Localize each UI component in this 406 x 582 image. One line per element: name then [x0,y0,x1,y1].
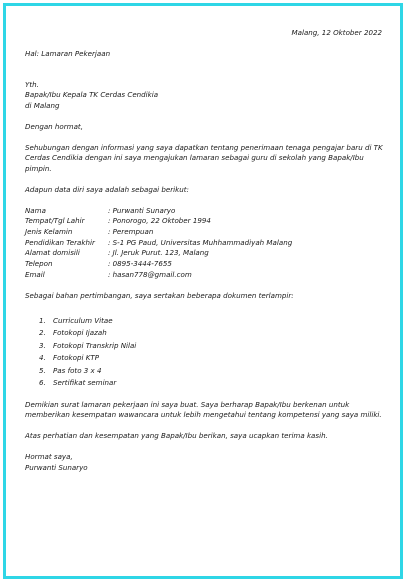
table-row [25,259,292,270]
list-item [25,340,385,352]
list-text: Fotokopi KTP [53,353,99,363]
recipient-location: di Malang [25,100,60,110]
letter-subject: Hal: Lamaran Pekerjaan [25,48,111,58]
intro-paragraph: Sehubungan dengan informasi yang saya dapatkan tentang penerimaan tenaga pengajar baru di TK Cerdas Cendikia dengan ini saya mengajukan lamaran sebagai guru di sekolah yang Bapak/Ibu pimpin. [25,142,383,173]
table-row [25,270,292,281]
data-value: : Perempuan [108,226,154,236]
data-value: : Ponorogo, 22 Oktober 1994 [108,216,211,226]
letter-body [25,28,385,473]
thanks-paragraph: Atas perhatian dan kesempatan yang Bapak/Ibu berikan, saya ucapkan terima kasih. [25,431,328,441]
data-label: Telepon [25,259,53,269]
letter-date: Malang, 12 Oktober 2022 [291,28,382,37]
recipient-name: Bapak/Ibu Kepala TK Cerdas Cendikia [25,90,159,99]
table-row [25,248,292,259]
list-item [25,352,385,364]
list-number: 3. [39,340,46,350]
sign-off: Hormat saya, [25,452,73,462]
list-number: 5. [39,365,46,375]
data-label: Pendidikan Terakhir [25,237,95,247]
list-item [25,315,385,327]
list-item [25,327,385,339]
signer-name: Purwanti Sunaryo [25,462,88,472]
table-row [25,216,292,227]
data-value: : hasan778@gmail.com [108,269,192,279]
data-label: Jenis Kelamin [25,226,73,236]
list-text: Fotokopi Transkrip Nilai [53,340,137,350]
closing-paragraph: Demikian surat lamaran pekerjaan ini saya buat. Saya berharap Bapak/Ibu berkenan untuk memberikan kesempatan wawancara untuk lebih mengetahui tentang kompetensi yang saya miliki. [25,399,382,420]
data-value: : S-1 PG Paud, Universitas Muhhammadiyah Malang [108,237,293,247]
data-intro: Adapun data diri saya adalah sebagai berikut: [25,184,189,194]
data-label: Tempat/Tgl Lahir [25,216,85,226]
data-label: Alamat domisili [25,248,80,258]
greeting: Dengan hormat, [25,121,83,131]
list-item [25,377,385,389]
list-item [25,365,385,377]
list-text: Curriculum Vitae [53,315,113,325]
data-value: : Jl. Jeruk Purut. 123, Malang [108,248,209,258]
docs-intro: Sebagai bahan pertimbangan, saya sertakan beberapa dokumen terlampir: [25,290,294,300]
list-number: 2. [39,328,46,338]
list-text: Pas foto 3 x 4 [53,365,102,375]
data-label: Nama [25,205,46,215]
table-row [25,238,292,249]
data-label: Email [25,269,45,279]
data-value: : Purwanti Sunaryo [108,205,176,215]
list-text: Sertifikat seminar [53,377,117,387]
list-number: 6. [39,377,46,387]
table-row [25,227,292,238]
personal-data-table [25,206,292,281]
list-text: Fotokopi Ijazah [53,328,107,338]
recipient-salutation: Yth. [25,79,39,89]
list-number: 1. [39,315,46,325]
documents-list [25,315,385,389]
data-value: : 0895-3444-7655 [108,259,172,269]
table-row [25,206,292,217]
list-number: 4. [39,353,46,363]
